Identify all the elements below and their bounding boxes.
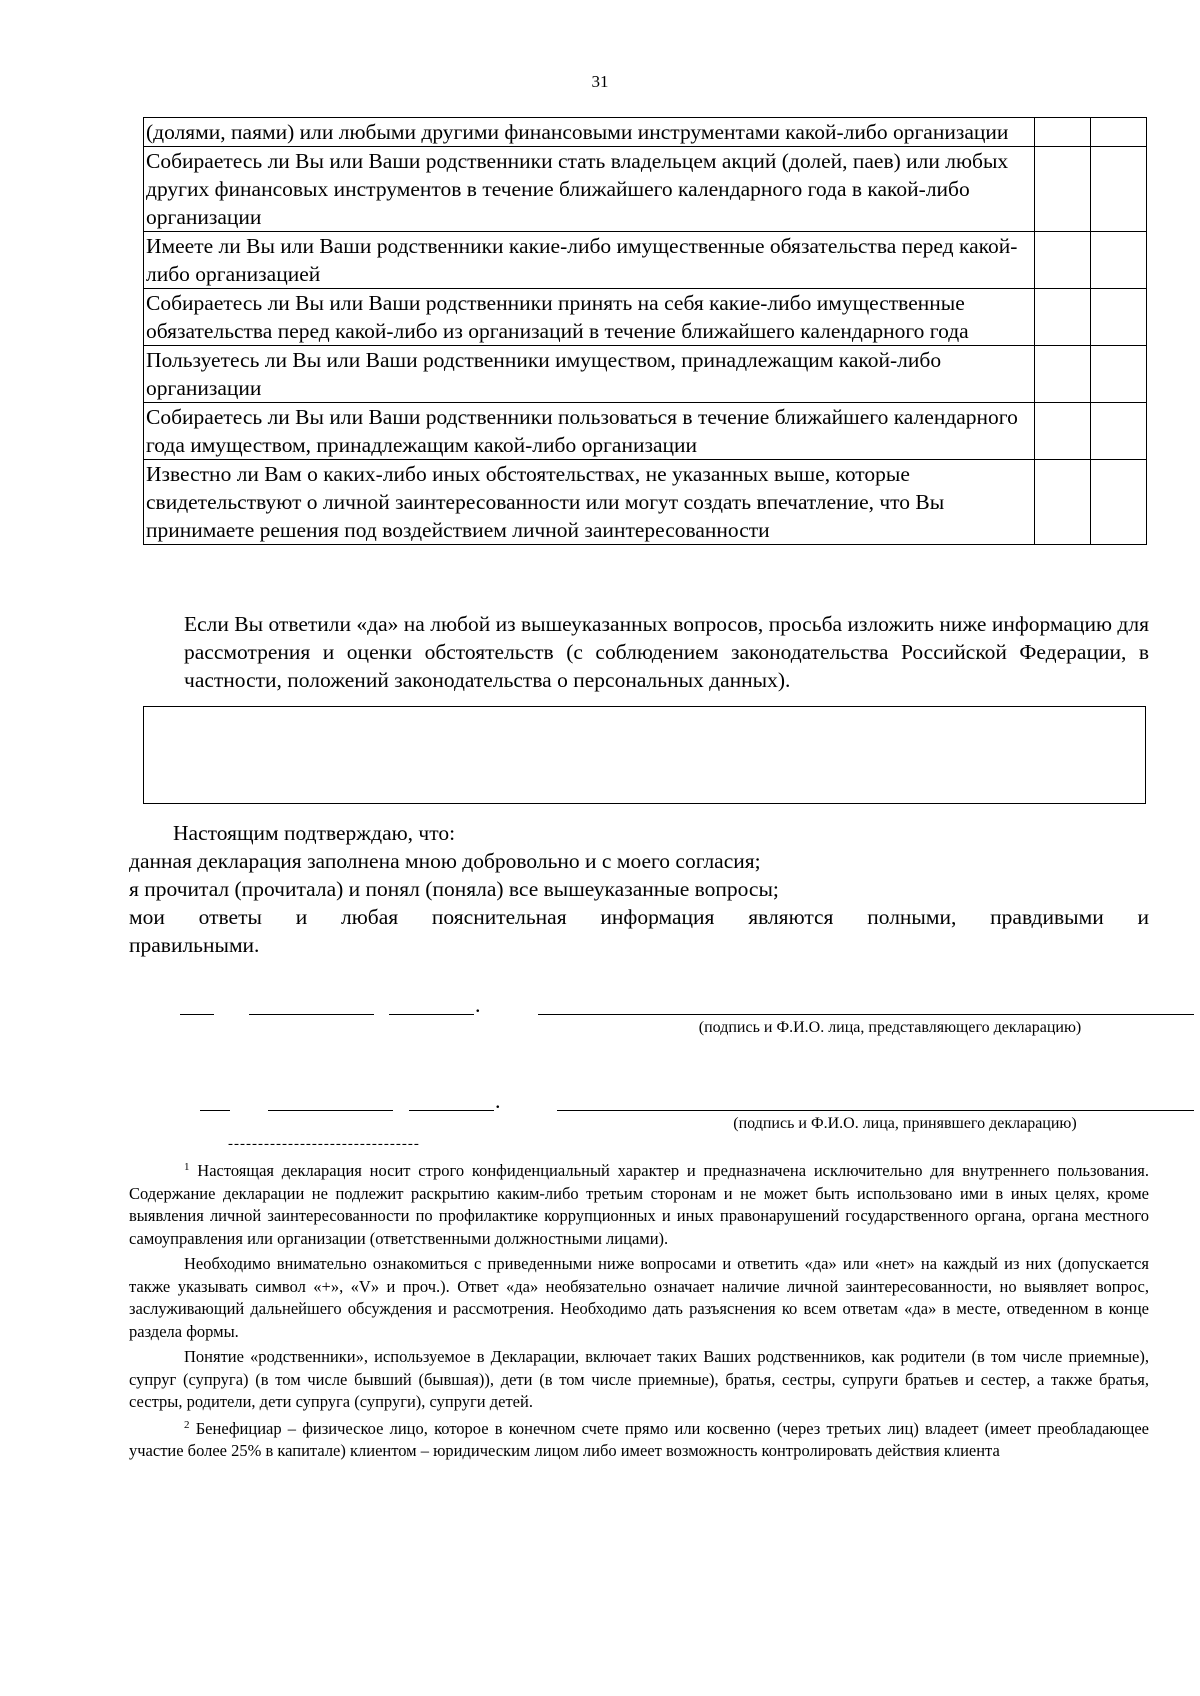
- table-row: [144, 147, 1147, 232]
- answer-yes-cell[interactable]: [1035, 118, 1091, 147]
- footnotes: [129, 1156, 1149, 1463]
- footnote-2: [129, 1414, 1149, 1463]
- footnote-1: [129, 1156, 1149, 1250]
- table-row: [144, 346, 1147, 403]
- date-day-line[interactable]: [180, 1014, 214, 1015]
- question-cell: Пользуетесь ли Вы или Ваши родственники имуществом, принадлежащим какой-либо организации: [144, 346, 1035, 403]
- answer-yes-cell[interactable]: [1035, 460, 1091, 545]
- questions-table: [143, 117, 1147, 545]
- footnote-1-mark: 1: [184, 1161, 190, 1173]
- question-cell: Собираетесь ли Вы или Ваши родственники стать владельцем акций (долей, паев) или любых других финансовых инструментов в течение ближайшего календарного года в какой-либо организации: [144, 147, 1035, 232]
- confirmation-lead: Настоящим подтверждаю, что:: [173, 821, 456, 845]
- date-month-line[interactable]: [249, 1014, 374, 1015]
- confirmation-item: данная декларация заполнена мною добровольно и с моего согласия;: [129, 849, 761, 873]
- explanation-input-box[interactable]: [143, 706, 1146, 804]
- table-row: [144, 118, 1147, 147]
- date-dot: .: [495, 1088, 501, 1113]
- date-dot: .: [475, 992, 481, 1017]
- date-year-line[interactable]: [389, 1014, 474, 1015]
- confirmation-item: правильными.: [129, 933, 260, 957]
- confirmation-item: мои ответы и любая пояснительная информация являются полными, правдивыми и: [129, 905, 1149, 929]
- answer-yes-cell[interactable]: [1035, 232, 1091, 289]
- answer-no-cell[interactable]: [1091, 460, 1147, 545]
- table-row: [144, 460, 1147, 545]
- declarant-signature-line[interactable]: [538, 1014, 1194, 1015]
- answer-no-cell[interactable]: [1091, 289, 1147, 346]
- answer-no-cell[interactable]: [1091, 118, 1147, 147]
- answer-no-cell[interactable]: [1091, 346, 1147, 403]
- question-cell: (долями, паями) или любыми другими финансовыми инструментами какой-либо организации: [144, 118, 1035, 147]
- explanation-instructions: [129, 610, 1149, 694]
- confirmation-item: я прочитал (прочитала) и понял (поняла) все вышеуказанные вопросы;: [129, 877, 779, 901]
- date-year-line[interactable]: [409, 1110, 494, 1111]
- confirmation-block: [129, 819, 1149, 959]
- footnote-1-paragraph-3: Понятие «родственники», используемое в Декларации, включает таких Ваших родственников, как родители (в том числе приемные), супруг (супруга) (в том числе бывший (бывшая)), дети (в том числе приемные), братья, сестры, супруги братьев и сестер, а также братья, сестры, родители, дети супруга (супруги), супруги детей.: [129, 1347, 1149, 1411]
- answer-yes-cell[interactable]: [1035, 289, 1091, 346]
- declarant-signature-caption: (подпись и Ф.И.О. лица, представляющего декларацию): [698, 1019, 1082, 1036]
- date-month-line[interactable]: [268, 1110, 393, 1111]
- table-row: [144, 403, 1147, 460]
- answer-yes-cell[interactable]: [1035, 346, 1091, 403]
- question-cell: Имеете ли Вы или Ваши родственники какие-либо имущественные обязательства перед какой-либо организацией: [144, 232, 1035, 289]
- answer-yes-cell[interactable]: [1035, 403, 1091, 460]
- question-cell: Известно ли Вам о каких-либо иных обстоятельствах, не указанных выше, которые свидетельствуют о личной заинтересованности или могут создать впечатление, что Вы принимаете решения под воздействием личной заинтересованности: [144, 460, 1035, 545]
- receiver-signature-line[interactable]: [557, 1110, 1194, 1111]
- question-cell: Собираетесь ли Вы или Ваши родственники принять на себя какие-либо имущественные обязательства перед какой-либо из организаций в течение ближайшего календарного года: [144, 289, 1035, 346]
- intro-paragraph: Если Вы ответили «да» на любой из вышеуказанных вопросов, просьба изложить ниже информацию для рассмотрения и оценки обстоятельств (с соблюдением законодательства Российской Федерации, в частности, положений законодательства о персональных данных).: [184, 612, 1149, 692]
- answer-no-cell[interactable]: [1091, 147, 1147, 232]
- footnote-2-text: Бенефициар – физическое лицо, которое в конечном счете прямо или косвенно (через третьих лиц) владеет (имеет преобладающее участие более 25% в капитале) клиентом – юридическим лицом либо имеет возможность контролировать действия клиента: [129, 1418, 1150, 1460]
- answer-yes-cell[interactable]: [1035, 147, 1091, 232]
- question-cell: Собираетесь ли Вы или Ваши родственники пользоваться в течение ближайшего календарного года имуществом, принадлежащим какой-либо организации: [144, 403, 1035, 460]
- receiver-signature-caption: (подпись и Ф.И.О. лица, принявшего декларацию): [733, 1115, 1077, 1132]
- page-number: 31: [591, 72, 609, 91]
- answer-no-cell[interactable]: [1091, 403, 1147, 460]
- table-row: [144, 289, 1147, 346]
- footnote-1-paragraph-2: Необходимо внимательно ознакомиться с приведенными ниже вопросами и ответить «да» или «нет» на каждый из них (допускается также указывать символ «+», «V» и проч.). Ответ «да» необязательно означает наличие личной заинтересованности, но выявляет вопрос, заслуживающий дальнейшего обсуждения и рассмотрения. Необходимо дать разъяснения ко всем ответам «да» в месте, отведенном в конце раздела формы.: [129, 1254, 1149, 1341]
- footnote-separator: --------------------------------: [228, 1136, 420, 1152]
- footnote-2-mark: 2: [184, 1418, 190, 1431]
- answer-no-cell[interactable]: [1091, 232, 1147, 289]
- table-row: [144, 232, 1147, 289]
- date-day-line[interactable]: [200, 1110, 230, 1111]
- footnote-1-text: Настоящая декларация носит строго конфиденциальный характер и предназначена исключительно для внутреннего пользования. Содержание декларации не подлежит раскрытию каким-либо третьим сторонам и не может быть использовано ими в иных целях, кроме выявления личной заинтересованности по профилактике коррупционных и иных правонарушений государственного органа, органа местного самоуправления или организации (ответственными должностными лицами).: [129, 1161, 1150, 1248]
